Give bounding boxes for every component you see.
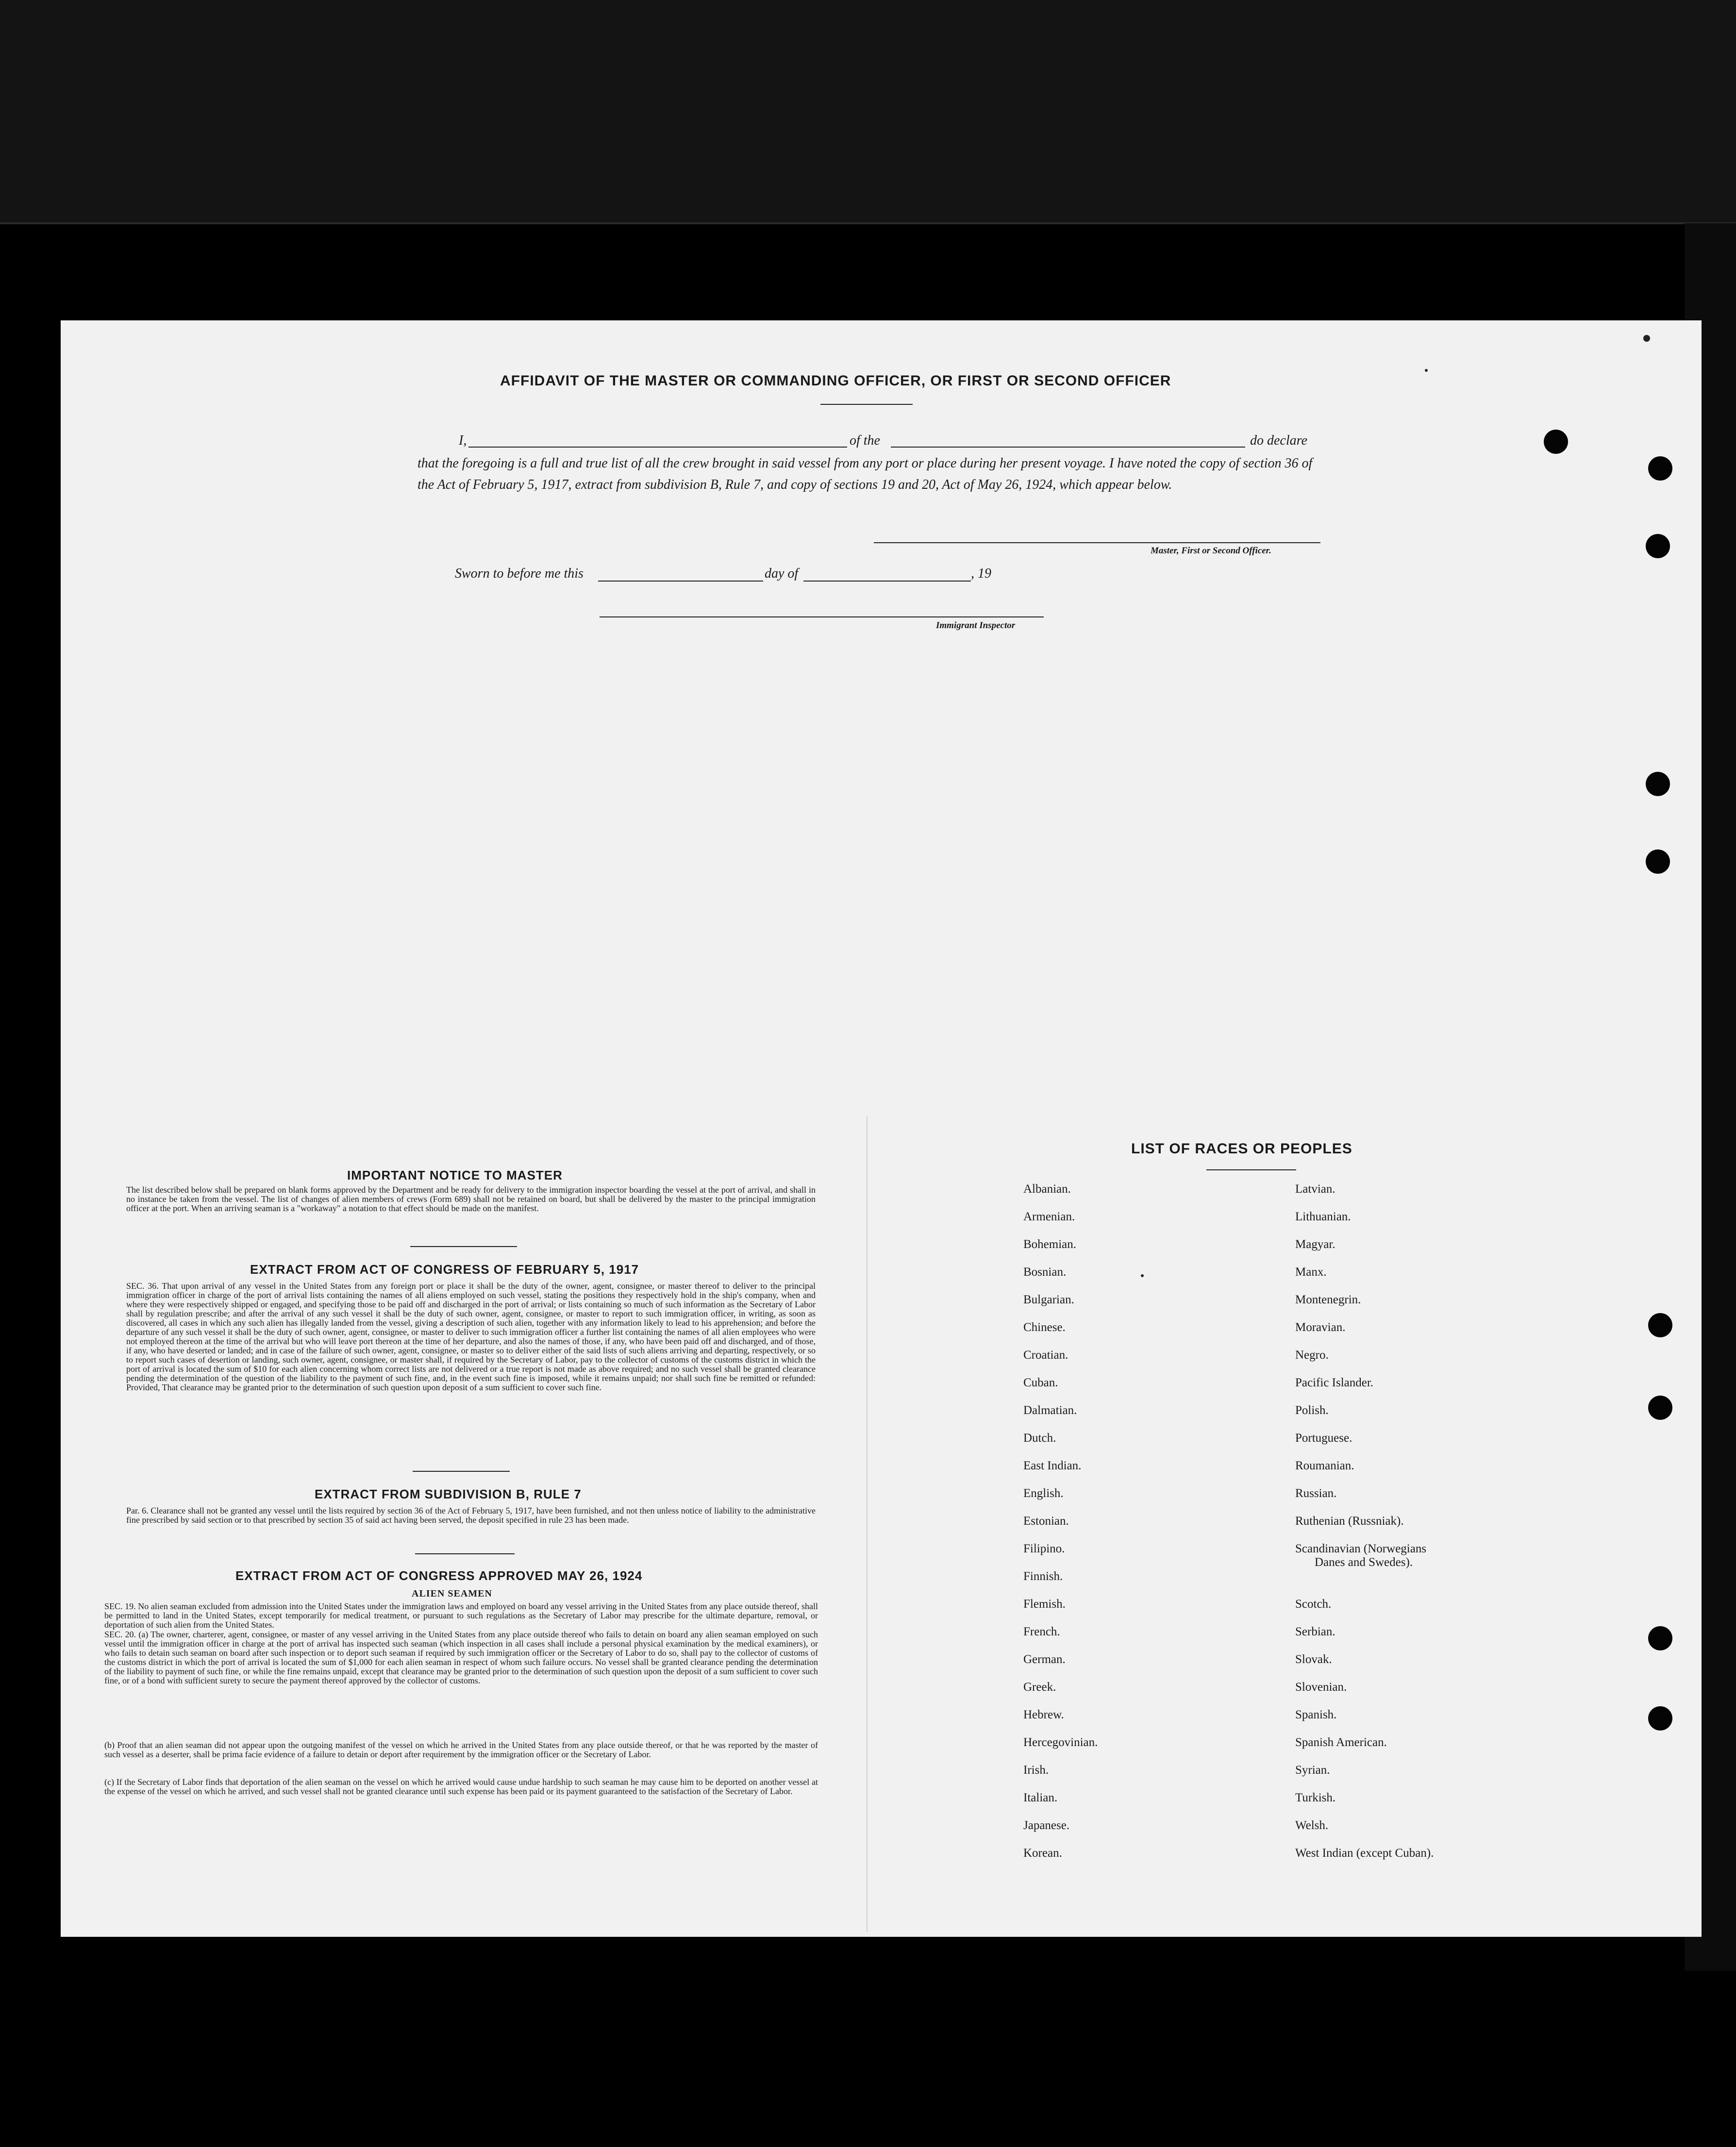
race-item: Serbian.	[1295, 1625, 1335, 1638]
ink-speck	[1141, 1274, 1144, 1277]
notice-text: The list described below shall be prepared on blank forms approved by the Department and be ready for delivery to the immigration inspector boarding the vessel at the port of arrival, and shall in no instance be taken from the vessel. The list of changes of alien members of crews (Form 689) shall not be retained on board, but shall be delivered by the master to the principal immigration officer at the port. When an arriving seaman is a "workaway" a notation to that effect should be made on the manifest.	[126, 1185, 816, 1213]
punch-hole	[1646, 849, 1670, 874]
races-title: LIST OF RACES OR PEOPLES	[1131, 1141, 1352, 1157]
sworn-day-label: day of	[765, 566, 799, 581]
race-item: Bulgarian.	[1023, 1293, 1074, 1306]
race-item: Latvian.	[1295, 1182, 1335, 1196]
vessel-of-label: of the	[850, 433, 880, 448]
extract-1917-rule	[413, 1471, 510, 1472]
race-item: Negro.	[1295, 1348, 1329, 1362]
race-item: Russian.	[1295, 1487, 1337, 1500]
master-signature-line[interactable]	[874, 542, 1320, 543]
rule7-title: EXTRACT FROM SUBDIVISION B, RULE 7	[315, 1487, 582, 1501]
race-item: Slovenian.	[1295, 1681, 1347, 1694]
race-item: Dutch.	[1023, 1431, 1056, 1445]
race-item: German.	[1023, 1653, 1066, 1666]
extract-1924-sec20b: (b) Proof that an alien seaman did not appear upon the outgoing manifest of the vessel on which he arrived in the United States from any place outside thereof, or that he was reported by the master of such vessel as a deserter, shall be prima facie evidence of a failure to detain or deport after requirement by the immigration officer or the Secretary of Labor.	[104, 1740, 818, 1759]
race-item: Danes and Swedes).	[1315, 1556, 1413, 1569]
declarant-name-line[interactable]	[468, 447, 847, 448]
race-item: Roumanian.	[1295, 1459, 1354, 1472]
race-item: Dalmatian.	[1023, 1404, 1077, 1417]
sworn-month-line[interactable]	[803, 581, 971, 582]
race-item: Albanian.	[1023, 1182, 1071, 1196]
punch-hole	[1646, 772, 1670, 796]
race-item: Greek.	[1023, 1681, 1056, 1694]
race-item: Pacific Islander.	[1295, 1376, 1374, 1389]
extract-1924-sec20c: (c) If the Secretary of Labor finds that deportation of the alien seaman on the vessel on which he arrived would cause undue hardship to such seaman he may cause him to be deported on another vessel at the expense of the vessel on which he arrived, and such vessel shall not be granted clearance until such expense has been paid or its payment guaranteed to the satisfaction of the Secretary of Labor.	[104, 1777, 818, 1796]
race-item: Korean.	[1023, 1847, 1062, 1860]
race-item: Filipino.	[1023, 1542, 1065, 1555]
document-page	[61, 320, 1702, 1937]
punch-hole	[1648, 1706, 1672, 1731]
race-item: Finnish.	[1023, 1570, 1063, 1583]
vessel-name-line[interactable]	[891, 447, 1245, 448]
race-item: Bohemian.	[1023, 1238, 1077, 1251]
extract-1924-sec20a: SEC. 20. (a) The owner, charterer, agent, consignee, or master of any vessel arriving in the United States from any place outside thereof who fails to detain on board any alien seaman employed on such vessel until the immigration officer in charge at the port of arrival has inspected such seaman (which inspection in all cases shall include a personal physical examination by the medical examiners), or who fails to detain such seaman on board after such inspection or to deport such seaman if required by such immigration officer or the Secretary of Labor to do so, shall pay to the collector of customs of the customs district in which the port of arrival is located the sum of $1,000 for each alien seaman in respect of whom such failure occurs. No vessel shall be granted clearance pending the determination of the liability to payment of such fine, or while the fine remains unpaid, except that clearance may be granted prior to the determination of such question upon the deposit of a sum sufficient to cover such fine, or of a bond with sufficient surety to secure the payment thereof approved by the collector of customs.	[104, 1630, 818, 1685]
master-signature-label: Master, First or Second Officer.	[1151, 546, 1271, 556]
race-item: Syrian.	[1295, 1764, 1330, 1777]
alien-seamen-subtitle: ALIEN SEAMEN	[412, 1588, 492, 1599]
race-item: Turkish.	[1295, 1791, 1336, 1804]
race-item: French.	[1023, 1625, 1060, 1638]
rule7-rule	[415, 1553, 515, 1554]
rule7-text: Par. 6. Clearance shall not be granted any vessel until the lists required by section 36 of the Act of February 5, 1917, have been furnished, and not then unless notice of liability to the administrative fine prescribed by said section or to that prescribed by section 35 of said act having been served, the deposit specified in rule 23 has been made.	[126, 1506, 816, 1525]
race-item: Cuban.	[1023, 1376, 1058, 1389]
race-item: Italian.	[1023, 1791, 1058, 1804]
extract-1924-title: EXTRACT FROM ACT OF CONGRESS APPROVED MAY 26, 1924	[235, 1568, 643, 1583]
affidavit-title: AFFIDAVIT OF THE MASTER OR COMMANDING OFFICER, OR FIRST OR SECOND OFFICER	[500, 373, 1171, 389]
notice-rule	[410, 1246, 517, 1247]
punch-hole	[1544, 430, 1568, 454]
race-item: Montenegrin.	[1295, 1293, 1361, 1306]
race-item: Croatian.	[1023, 1348, 1068, 1362]
extract-1924-sec19: SEC. 19. No alien seaman excluded from admission into the United States under the immigration laws and employed on board any vessel arriving in the United States from any place outside thereof, shall be permitted to land in the United States, except temporarily for medical treatment, or pursuant to such regulations as the Secretary of Labor may prescribe for the ultimate departure, removal, or deportation of such alien from the United States.	[104, 1601, 818, 1630]
race-item: Manx.	[1295, 1265, 1327, 1279]
punch-hole	[1646, 534, 1670, 558]
race-item: Scotch.	[1295, 1598, 1332, 1611]
punch-hole	[1648, 1313, 1672, 1337]
extract-1917-text: SEC. 36. That upon arrival of any vessel in the United States from any foreign port or place it shall be the duty of the owner, agent, consignee, or master thereof to deliver to the principal immigration officer in charge of the port of arrival lists containing the names of all aliens employed on such vessel, stating the positions they respectively hold in the ship's company, when and where they were respectively shipped or engaged, and specifying those to be paid off and discharged in the port of arrival; or lists containing so much of such information as the Secretary of Labor shall by regulation prescribe; and after the arrival of any such vessel it shall be the duty of such owner, agent, consignee, or master to report to such immigration officer, in writing, as soon as discovered, all cases in which any such alien has illegally landed from the vessel, giving a description of such alien, together with any information likely to lead to his apprehension; and before the departure of any such vessel it shall be the duty of such owner, agent, consignee, or master to deliver to such immigration officer a further list containing the names of all alien employees who were not employed thereon at the time of the arrival but who will leave port thereon at the time of her departure, and also the names of those, if any, who have been paid off and discharged, and of those, if any, who have deserted or landed; and in case of the failure of such owner, agent, consignee, or master so to deliver either of the said lists of such aliens arriving and departing, respectively, or so to report such cases of desertion or landing, such owner, agent, consignee, or master shall, if required by the Secretary of Labor, pay to the collector of customs of the customs district in which the port of arrival is located the sum of $10 for each alien concerning whom correct lists are not delivered or a true report is not made as above required; and no such vessel shall be granted clearance pending the determination of the question of the liability to the payment of such fine, and, in the event such fine is imposed, while it remains unpaid; nor shall such fine be remitted or refunded: Provided, That clearance may be granted prior to the determination of such question upon deposit of a sum sufficient to cover such fine.	[126, 1281, 816, 1392]
race-item: Portuguese.	[1295, 1431, 1352, 1445]
sworn-prefix: Sworn to before me this	[455, 566, 584, 581]
race-item: Spanish American.	[1295, 1736, 1387, 1749]
race-item: Moravian.	[1295, 1321, 1346, 1334]
punch-hole	[1648, 1396, 1672, 1420]
sworn-day-line[interactable]	[598, 581, 763, 582]
ink-speck	[1425, 369, 1428, 372]
race-item: Estonian.	[1023, 1515, 1069, 1528]
race-item: Bosnian.	[1023, 1265, 1067, 1279]
race-item: Welsh.	[1295, 1819, 1329, 1832]
notice-title: IMPORTANT NOTICE TO MASTER	[347, 1168, 563, 1182]
race-item: Hebrew.	[1023, 1708, 1064, 1721]
punch-hole	[1648, 456, 1672, 481]
race-item: English.	[1023, 1487, 1064, 1500]
extract-1917-title: EXTRACT FROM ACT OF CONGRESS OF FEBRUARY 5, 1917	[250, 1262, 639, 1277]
race-item: Magyar.	[1295, 1238, 1335, 1251]
race-item: Hercegovinian.	[1023, 1736, 1098, 1749]
film-top-margin	[0, 0, 1736, 223]
race-item: West Indian (except Cuban).	[1295, 1847, 1434, 1860]
races-rule	[1206, 1169, 1296, 1170]
race-item: Japanese.	[1023, 1819, 1070, 1832]
race-item: Scandinavian (Norwegians	[1295, 1542, 1427, 1555]
declarant-prefix: I,	[459, 433, 467, 448]
race-item: Spanish.	[1295, 1708, 1337, 1721]
race-item: Armenian.	[1023, 1210, 1075, 1223]
race-item: Lithuanian.	[1295, 1210, 1351, 1223]
punch-hole	[1648, 1626, 1672, 1650]
race-item: Flemish.	[1023, 1598, 1066, 1611]
race-item: Irish.	[1023, 1764, 1049, 1777]
page-fold-line	[867, 1116, 868, 1932]
inspector-signature-line[interactable]	[600, 616, 1044, 617]
race-item: Polish.	[1295, 1404, 1329, 1417]
race-item: Chinese.	[1023, 1321, 1066, 1334]
title-rule	[820, 404, 913, 405]
affidavit-body: that the foregoing is a full and true list of all the crew brought in said vessel from any port or place during her present voyage. I have noted the copy of section 36 of the Act of February 5, 1917, extract from subdivision B, Rule 7, and copy of sections 19 and 20, Act of May 26, 1924, which appear below.	[417, 456, 1313, 492]
declare-label: do declare	[1250, 433, 1307, 448]
sworn-year-label: , 19	[971, 566, 991, 581]
race-item: East Indian.	[1023, 1459, 1082, 1472]
inspector-signature-label: Immigrant Inspector	[936, 620, 1016, 631]
race-item: Ruthenian (Russniak).	[1295, 1515, 1404, 1528]
film-edge-line	[0, 222, 1736, 224]
race-item: Slovak.	[1295, 1653, 1332, 1666]
ink-speck	[1643, 335, 1650, 342]
